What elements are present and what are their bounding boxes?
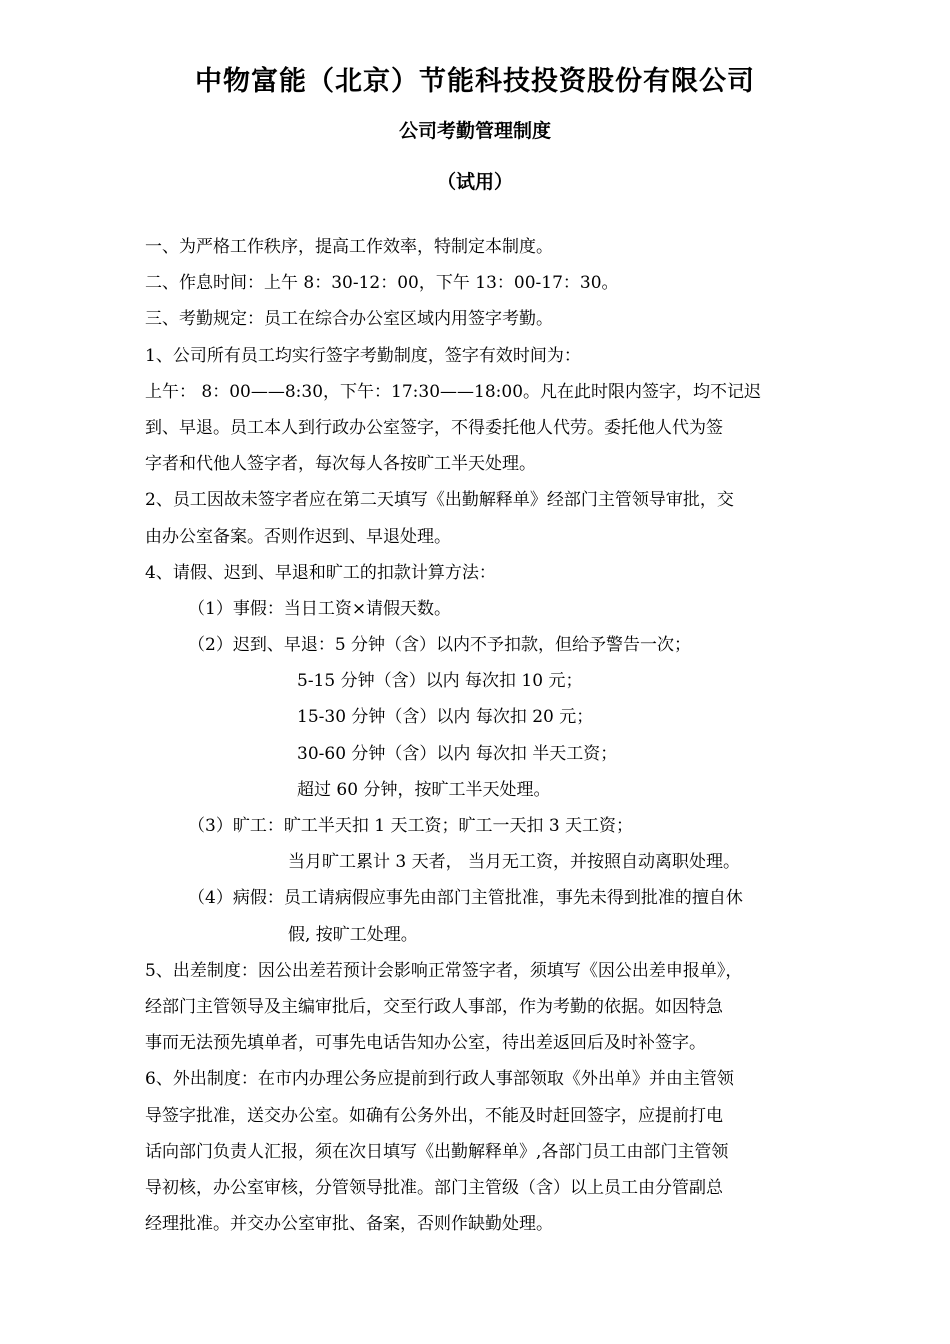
rule-6-text-line: 导初核，办公室审核，分管领导批准。部门主管级（含）以上员工由分管副总 [145, 1177, 723, 1198]
rule-5-text-line: 事而无法预先填单者，可事先电话告知办公室，待出差返回后及时补签字。 [145, 1033, 706, 1054]
late-early-item: （2）迟到、早退：5 分钟（含）以内不予扣款，但给予警告一次； [188, 635, 692, 656]
trial-note: （试用） [436, 171, 513, 193]
late-tier-line: 5-15 分钟（含）以内 每次扣 10 元； [297, 671, 583, 692]
rule-2-text-line: 2、员工因故未签字者应在第二天填写《出勤解释单》经部门主管领导审批，交 [145, 490, 734, 511]
rule-6-text-line: 经理批准。并交办公室审批、备案，否则作缺勤处理。 [145, 1214, 553, 1235]
document-title: 公司考勤管理制度 [398, 120, 551, 142]
section-3-attendance-rule: 三、考勤规定：员工在综合办公室区域内用签字考勤。 [145, 309, 553, 330]
sick-leave-continuation: 假, 按旷工处理。 [288, 924, 418, 945]
personal-leave-item: （1）事假：当日工资×请假天数。 [188, 598, 452, 619]
rule-6-text-line: 6、外出制度：在市内办理公务应提前到行政人事部领取《外出单》并由主管领 [145, 1069, 734, 1090]
late-tier-line: 超过 60 分钟，按旷工半天处理。 [297, 779, 551, 800]
rule-2-text-line: 由办公室备案。否则作迟到、早退处理。 [145, 526, 451, 547]
rule-6-text-line: 话向部门负责人汇报，须在次日填写《出勤解释单》,各部门员工由部门主管领 [145, 1141, 729, 1162]
rule-1-heading: 1、公司所有员工均实行签字考勤制度，签字有效时间为： [145, 345, 581, 366]
rule-5-text-line: 经部门主管领导及主编审批后，交至行政人事部，作为考勤的依据。如因特急 [145, 996, 723, 1017]
rule-5-text-line: 5、出差制度：因公出差若预计会影响正常签字者，须填写《因公出差申报单》， [145, 960, 743, 981]
rule-1-text-line: 到、早退。员工本人到行政办公室签字，不得委托他人代劳。委托他人代为签 [145, 417, 723, 438]
company-title: 中物富能（北京）节能科技投资股份有限公司 [195, 66, 755, 97]
rule-4-heading: 4、请假、迟到、早退和旷工的扣款计算方法： [145, 562, 496, 583]
absence-continuation: 当月旷工累计 3 天者， 当月无工资，并按照自动离职处理。 [288, 852, 741, 873]
section-1-purpose: 一、为严格工作秩序，提高工作效率，特制定本制度。 [145, 237, 553, 257]
absence-item: （3）旷工：旷工半天扣 1 天工资；旷工一天扣 3 天工资； [188, 816, 634, 836]
sick-leave-item: （4）病假：员工请病假应事先由部门主管批准，事先未得到批准的擅自休 [188, 888, 743, 909]
rule-1-text-line: 上午： 8：00——8:30，下午：17:30——18:00。凡在此时限内签字，均不记迟 [145, 381, 762, 402]
section-2-work-hours: 二、作息时间：上午 8：30-12：00，下午 13：00-17：30。 [145, 273, 619, 294]
late-tier-line: 30-60 分钟（含）以内 每次扣 半天工资； [297, 743, 618, 764]
rule-1-text-line: 字者和代他人签字者，每次每人各按旷工半天处理。 [145, 454, 536, 475]
late-tier-line: 15-30 分钟（含）以内 每次扣 20 元； [297, 707, 594, 728]
rule-6-text-line: 导签字批准，送交办公室。如确有公务外出，不能及时赶回签字，应提前打电 [145, 1105, 723, 1126]
document-body [145, 229, 810, 1242]
